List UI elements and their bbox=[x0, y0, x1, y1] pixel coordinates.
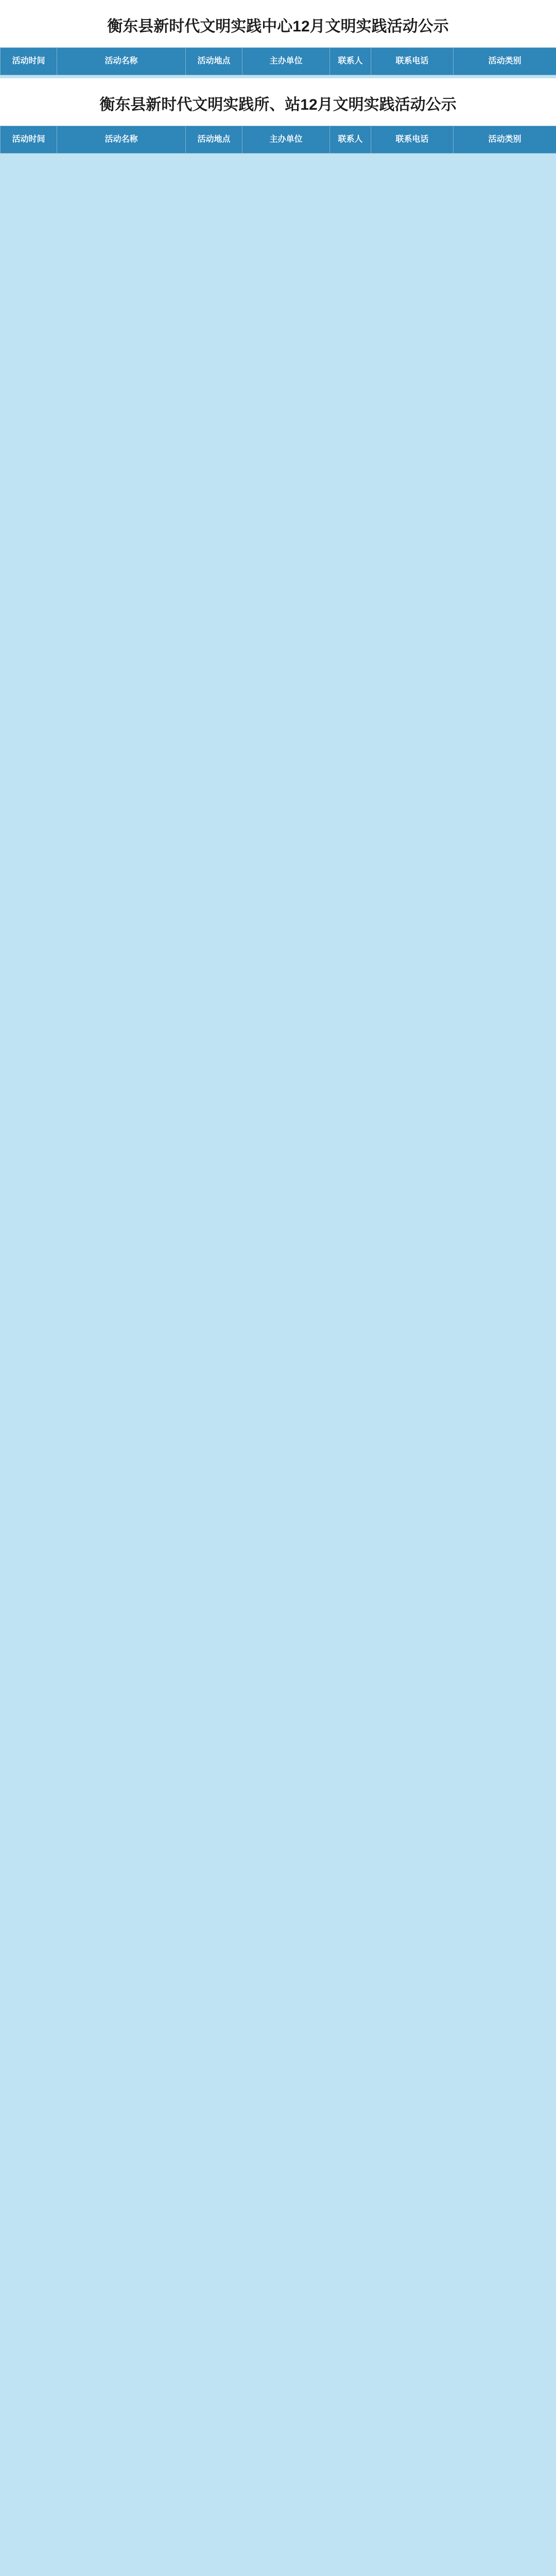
header-organizer: 主办单位 bbox=[242, 126, 330, 154]
header-time: 活动时间 bbox=[1, 126, 57, 154]
section-1-title: 衡东县新时代文明实践中心12月文明实践活动公示 bbox=[0, 0, 556, 47]
section-2-header-row bbox=[1, 126, 556, 154]
header-organizer: 主办单位 bbox=[242, 48, 330, 75]
header-time: 活动时间 bbox=[1, 48, 57, 75]
header-location: 活动地点 bbox=[186, 48, 242, 75]
header-activity-name: 活动名称 bbox=[57, 48, 186, 75]
notice-sheet bbox=[0, 0, 556, 154]
header-phone: 联系电话 bbox=[371, 126, 454, 154]
section-1-header-row bbox=[1, 48, 556, 75]
header-category: 活动类别 bbox=[454, 126, 556, 154]
section-2-title: 衡东县新时代文明实践所、站12月文明实践活动公示 bbox=[0, 78, 556, 126]
header-phone: 联系电话 bbox=[371, 48, 454, 75]
header-contact: 联系人 bbox=[330, 126, 371, 154]
header-category: 活动类别 bbox=[454, 48, 556, 75]
header-activity-name: 活动名称 bbox=[57, 126, 186, 154]
header-contact: 联系人 bbox=[330, 48, 371, 75]
header-location: 活动地点 bbox=[186, 126, 242, 154]
section-1-table bbox=[0, 47, 556, 75]
section-2-table bbox=[0, 126, 556, 154]
